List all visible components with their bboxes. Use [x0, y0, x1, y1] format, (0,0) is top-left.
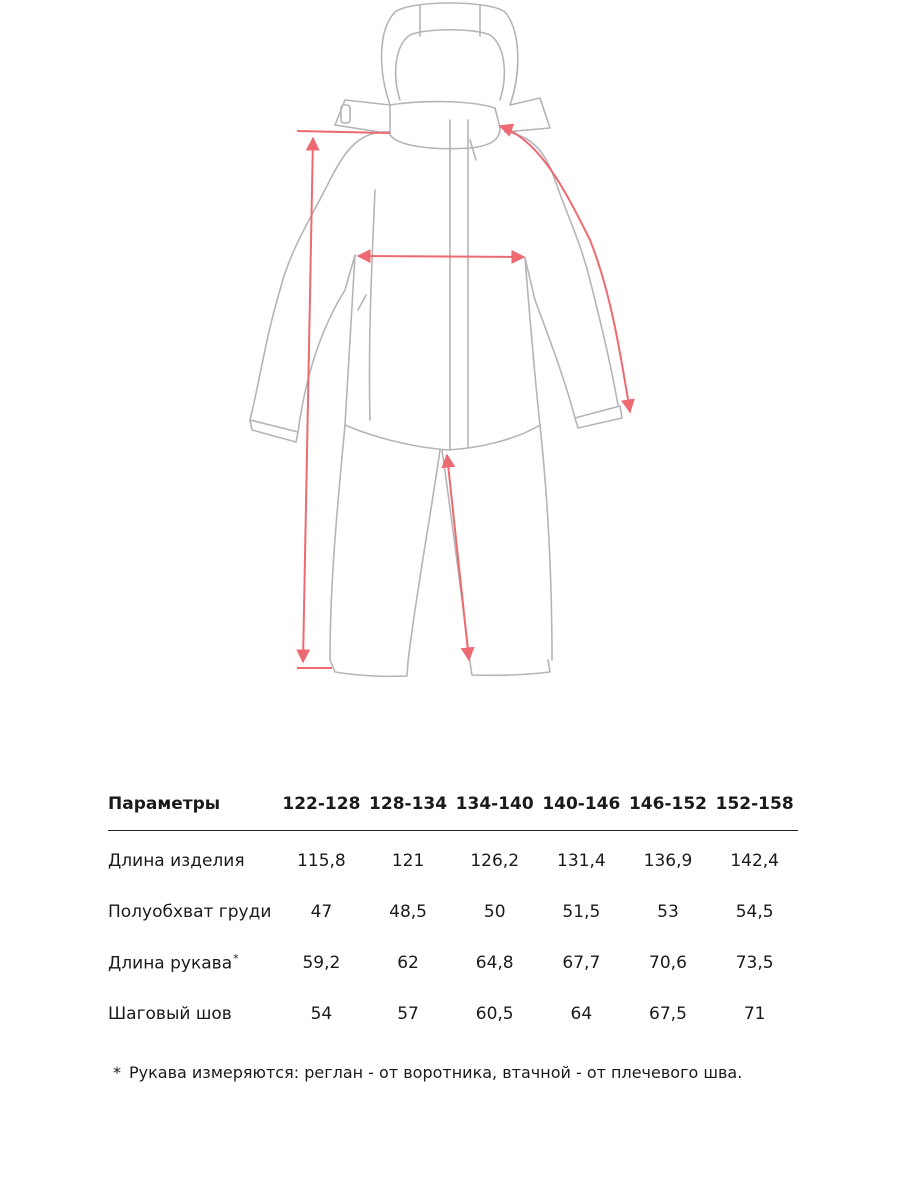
right-inner-arm: [525, 258, 575, 418]
table-row: [108, 831, 798, 887]
header-size: 152-158: [711, 778, 798, 831]
left-cuff: [250, 420, 298, 442]
footnote-marker: *: [113, 1063, 121, 1082]
torso-left: [345, 255, 355, 425]
table-row: [108, 937, 798, 988]
header-size: 146-152: [625, 778, 712, 831]
hood-visor: [420, 6, 480, 36]
row-label-text: Длина изделия: [108, 850, 245, 871]
row-label-text: Шаговый шов: [108, 1003, 232, 1024]
header-size: 134-140: [451, 778, 538, 831]
footnote: [113, 1063, 742, 1082]
table-row: [108, 988, 798, 1039]
footnote-marker: *: [233, 951, 239, 965]
zip-pull: [470, 140, 476, 160]
table-cell: 47: [310, 901, 333, 922]
table-cell: 73,5: [735, 952, 774, 973]
table-cell: 126,2: [470, 850, 520, 871]
header-size: 128-134: [365, 778, 452, 831]
table-row: [108, 886, 798, 937]
product-length-arrow: [303, 138, 313, 662]
zipper: [450, 120, 468, 450]
hood-inner: [396, 30, 505, 100]
row-label-text: Полуобхват груди: [108, 901, 272, 922]
row-label: [108, 988, 278, 1039]
row-label: [108, 831, 278, 887]
table-cell: 53: [657, 901, 679, 922]
overall-outline: [250, 3, 622, 676]
table-cell: 54,5: [735, 901, 774, 922]
table-cell: 136,9: [643, 850, 693, 871]
table-header-row: [108, 778, 798, 831]
chest-seam: [369, 190, 375, 420]
inseam-arrow: [447, 455, 469, 660]
header-parameters: Параметры: [108, 778, 278, 831]
table-cell: 142,4: [730, 850, 779, 871]
row-label-text: Длина рукава: [108, 953, 233, 974]
header-size: 122-128: [278, 778, 365, 831]
table-cell: 64,8: [475, 952, 514, 973]
chest-width-arrow: [358, 256, 524, 257]
table-cell: 50: [483, 901, 506, 922]
pants-right: [540, 425, 552, 660]
row-label: [108, 886, 278, 937]
header-size: 140-146: [538, 778, 625, 831]
torso-right: [525, 258, 540, 425]
size-table: [108, 778, 798, 1039]
table-cell: 57: [397, 1003, 419, 1024]
pocket-left: [358, 295, 366, 310]
right-pant-cuff: [470, 660, 550, 675]
inseam-left: [408, 450, 440, 662]
table-cell: 64: [570, 1003, 593, 1024]
table-cell: 121: [391, 850, 425, 871]
table-cell: 67,5: [649, 1003, 687, 1024]
table-cell: 48,5: [389, 901, 427, 922]
collar: [390, 102, 500, 149]
table-cell: 62: [397, 952, 419, 973]
pants-left: [330, 425, 345, 660]
table-cell: 67,7: [562, 952, 601, 973]
hood: [382, 3, 518, 105]
table-cell: 71: [743, 1003, 766, 1024]
table-cell: 60,5: [475, 1003, 514, 1024]
table-cell: 51,5: [562, 901, 601, 922]
row-label: [108, 937, 278, 988]
hood-trim-right: [505, 98, 550, 132]
table-cell: 70,6: [649, 952, 687, 973]
table-cell: 131,4: [557, 850, 606, 871]
table-cell: 54: [310, 1003, 333, 1024]
left-pant-cuff: [330, 660, 408, 676]
table-cell: 115,8: [297, 850, 346, 871]
footnote-text: Рукава измеряются: реглан - от воротника, втачной - от плечевого шва.: [129, 1063, 743, 1082]
right-cuff: [575, 406, 622, 428]
jacket-hem: [345, 425, 540, 450]
table-cell: 59,2: [302, 952, 341, 973]
